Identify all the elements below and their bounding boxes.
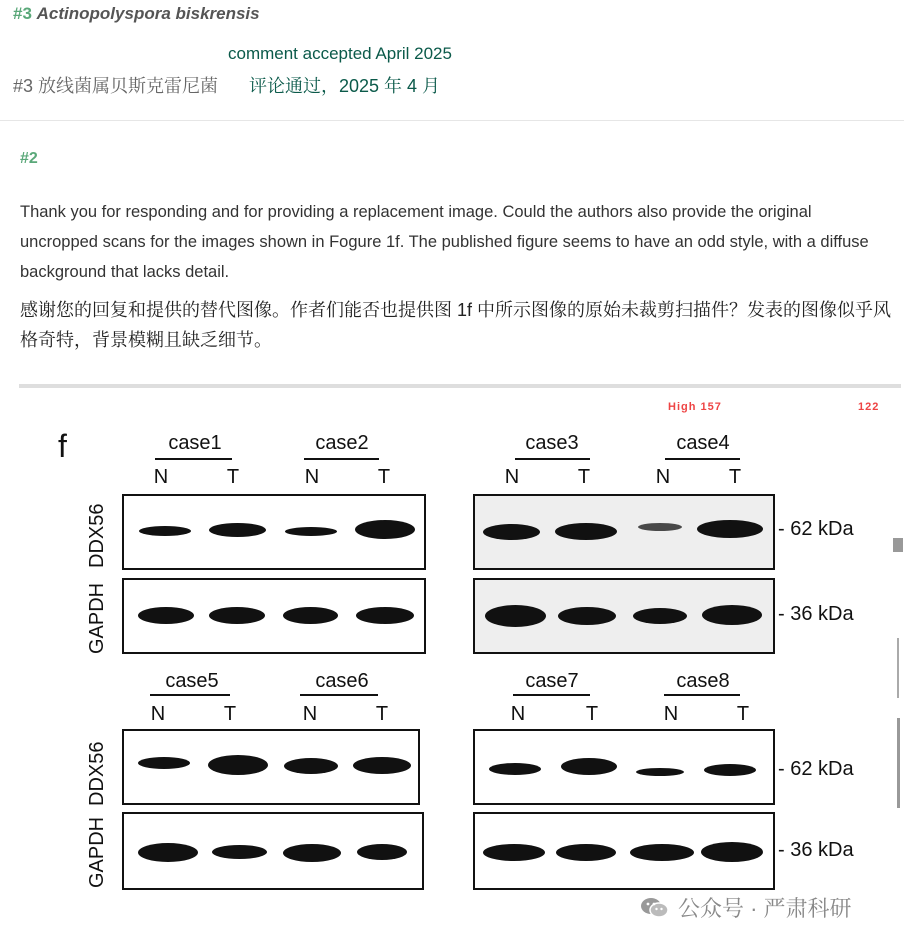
blot-gapdh-cases-5-6 [122,812,424,890]
band [138,843,198,862]
watermark-text: 公众号 · 严肃科研 [678,896,852,921]
blot-ddx56-cases-3-4 [473,494,775,570]
blot-ddx56-cases-1-2 [122,494,426,570]
blot-ddx56-cases-7-8 [473,729,775,805]
western-blot-figure [0,388,904,944]
row-label-ddx56: DDX56 [86,503,108,568]
lane-label-n: N [510,703,526,725]
band [285,527,337,536]
band [355,520,415,539]
entry-number: #3 [13,4,32,23]
band [138,757,190,769]
cropped-edge-mark [893,638,903,698]
case-label-7: case7 [525,670,579,692]
kda-label-62: - 62 kDa [778,758,854,780]
band [636,768,684,776]
band [697,520,763,538]
case-label-4: case4 [676,432,730,454]
row-label-gapdh: GAPDH [86,816,108,888]
lane-label-n: N [302,703,318,725]
case-label-6: case6 [315,670,369,692]
lane-label-t: T [585,703,599,725]
lane-label-n: N [153,466,169,488]
band [483,524,540,540]
entry-title [13,4,260,24]
band [209,523,266,537]
band [284,758,338,774]
row-label-ddx56: DDX56 [86,741,108,806]
band [283,844,341,862]
lane-label-n: N [655,466,671,488]
band [630,844,694,861]
case-underline [513,694,590,696]
band [212,845,267,859]
lane-label-t: T [377,466,391,488]
reply-number: #2 [20,150,38,167]
entry-header [0,0,904,121]
case-underline [304,458,379,460]
accepted-status-cn: 评论通过，2025 年 4 月 [249,76,441,96]
band [139,526,191,536]
lane-label-n: N [304,466,320,488]
band [138,607,194,624]
kda-label-62: - 62 kDa [778,518,854,540]
band [638,523,682,531]
case-label-3: case3 [525,432,579,454]
band [561,758,617,775]
band [283,607,338,624]
case-underline [155,458,232,460]
band [209,607,265,624]
watermark [640,892,852,923]
band [704,764,756,776]
band [555,523,617,540]
wechat-icon [640,896,670,920]
case-underline [150,694,230,696]
reply-text-cn: 感谢您的回复和提供的替代图像。作者们能否也提供图 1f 中所示图像的原始未裁剪扫描件？发表的图像似乎风格奇特，背景模糊且缺乏细节。 [20,300,892,350]
blot-ddx56-cases-5-6 [122,729,420,805]
kda-label-36: - 36 kDa [778,839,854,861]
lane-label-t: T [223,703,237,725]
band [353,757,411,774]
entry-number-cn: #3 [13,76,34,96]
case-label-1: case1 [168,432,222,454]
lane-label-t: T [577,466,591,488]
lane-label-n: N [663,703,679,725]
blot-gapdh-cases-3-4 [473,578,775,654]
band [357,844,407,860]
case-underline [300,694,378,696]
accepted-status-en: comment accepted April 2025 [228,44,452,63]
lane-label-t: T [728,466,742,488]
case-label-5: case5 [165,670,219,692]
band [485,605,546,627]
entry-title-cn [13,72,218,98]
band [702,605,762,625]
band [633,608,687,624]
lane-label-n: N [504,466,520,488]
entry-species: Actinopolyspora biskrensis [36,4,260,23]
band [356,607,414,624]
band [701,842,763,862]
kda-label-36: - 36 kDa [778,603,854,625]
lane-label-t: T [736,703,750,725]
case-label-2: case2 [315,432,369,454]
band [489,763,541,775]
case-underline [665,458,740,460]
case-label-8: case8 [676,670,730,692]
row-label-gapdh: GAPDH [86,582,108,654]
case-underline [664,694,740,696]
blot-gapdh-cases-7-8 [473,812,775,890]
blot-gapdh-cases-1-2 [122,578,426,654]
lane-label-t: T [375,703,389,725]
case-underline [515,458,590,460]
band [558,607,616,625]
lane-label-t: T [226,466,240,488]
reply-text-en: Thank you for responding and for providing a replacement image. Could the authors also provide the original uncropped scans for the images shown in Fogure 1f. The published figure seems to have an odd style, with a diffuse background that lacks detail. [20,203,869,281]
lane-label-n: N [150,703,166,725]
cropped-edge-mark [893,718,903,808]
band [556,844,616,861]
band [483,844,545,861]
figure-cut-text-right: 122 [858,401,880,413]
cropped-edge-mark [893,538,903,552]
panel-letter: f [58,428,67,464]
entry-species-cn: 放线菌属贝斯克雷尼菌 [38,76,219,96]
figure-cut-text-left: High 157 [668,401,722,413]
band [208,755,268,775]
